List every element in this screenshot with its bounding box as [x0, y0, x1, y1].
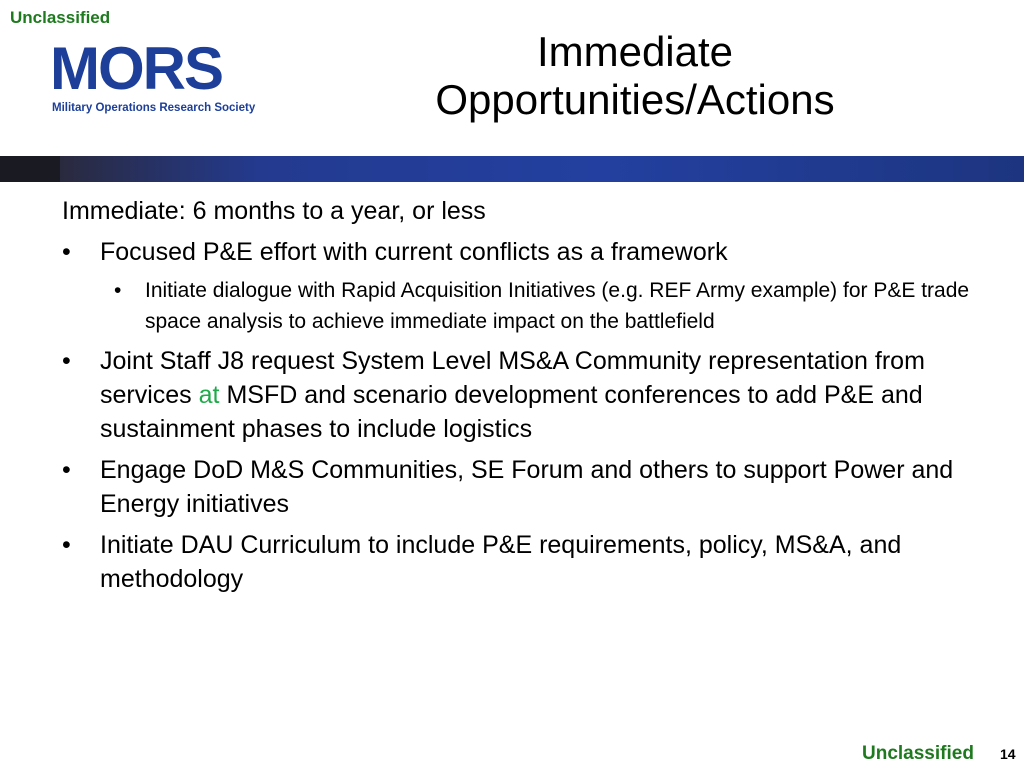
- bullet-text: Focused P&E effort with current conflicts as a framework: [100, 238, 728, 266]
- title-line-1: Immediate: [536, 28, 734, 75]
- list-item: [62, 528, 982, 596]
- logo-caption: Military Operations Research Society: [52, 102, 256, 114]
- bullet-icon: •: [62, 347, 71, 375]
- bullet-list: [62, 235, 982, 596]
- slide-title: [300, 28, 970, 124]
- logo-letters: MORS: [50, 35, 222, 102]
- list-item: [62, 453, 982, 521]
- header-banner: [0, 156, 1024, 182]
- page-number: 14: [1000, 746, 1016, 762]
- classification-label-top: Unclassified: [10, 8, 111, 27]
- sub-list-item: [100, 275, 982, 337]
- bullet-text-part: MSFD and scenario development conferences to add P&E and sustainment phases to include logistics: [100, 381, 923, 443]
- bullet-text: Engage DoD M&S Communities, SE Forum and others to support Power and Energy initiatives: [100, 456, 954, 518]
- sub-bullet-icon: •: [114, 279, 122, 302]
- bullet-icon: •: [62, 531, 71, 559]
- mors-logo: [50, 36, 282, 122]
- sub-bullet-text: Initiate dialogue with Rapid Acquisition Initiatives (e.g. REF Army example) for P&E trade space analysis to achieve immediate impact on the battlefield: [145, 279, 970, 333]
- intro-text: Immediate: 6 months to a year, or less: [62, 197, 486, 225]
- bullet-text: Initiate DAU Curriculum to include P&E requirements, policy, MS&A, and methodology: [100, 531, 902, 593]
- title-line-2: Opportunities/Actions: [435, 76, 835, 123]
- slide-body: [62, 196, 982, 603]
- list-item: [62, 344, 982, 446]
- sub-bullet-list: [100, 275, 982, 337]
- list-item: [62, 235, 982, 337]
- bullet-text-part: Joint Staff J8 request System Level MS&A Community representation from services: [100, 347, 925, 409]
- bullet-icon: •: [62, 456, 71, 484]
- highlighted-word: at: [198, 381, 220, 409]
- bullet-icon: •: [62, 238, 71, 266]
- header-banner-dark-segment: [0, 156, 60, 182]
- classification-label-bottom: Unclassified: [862, 743, 974, 764]
